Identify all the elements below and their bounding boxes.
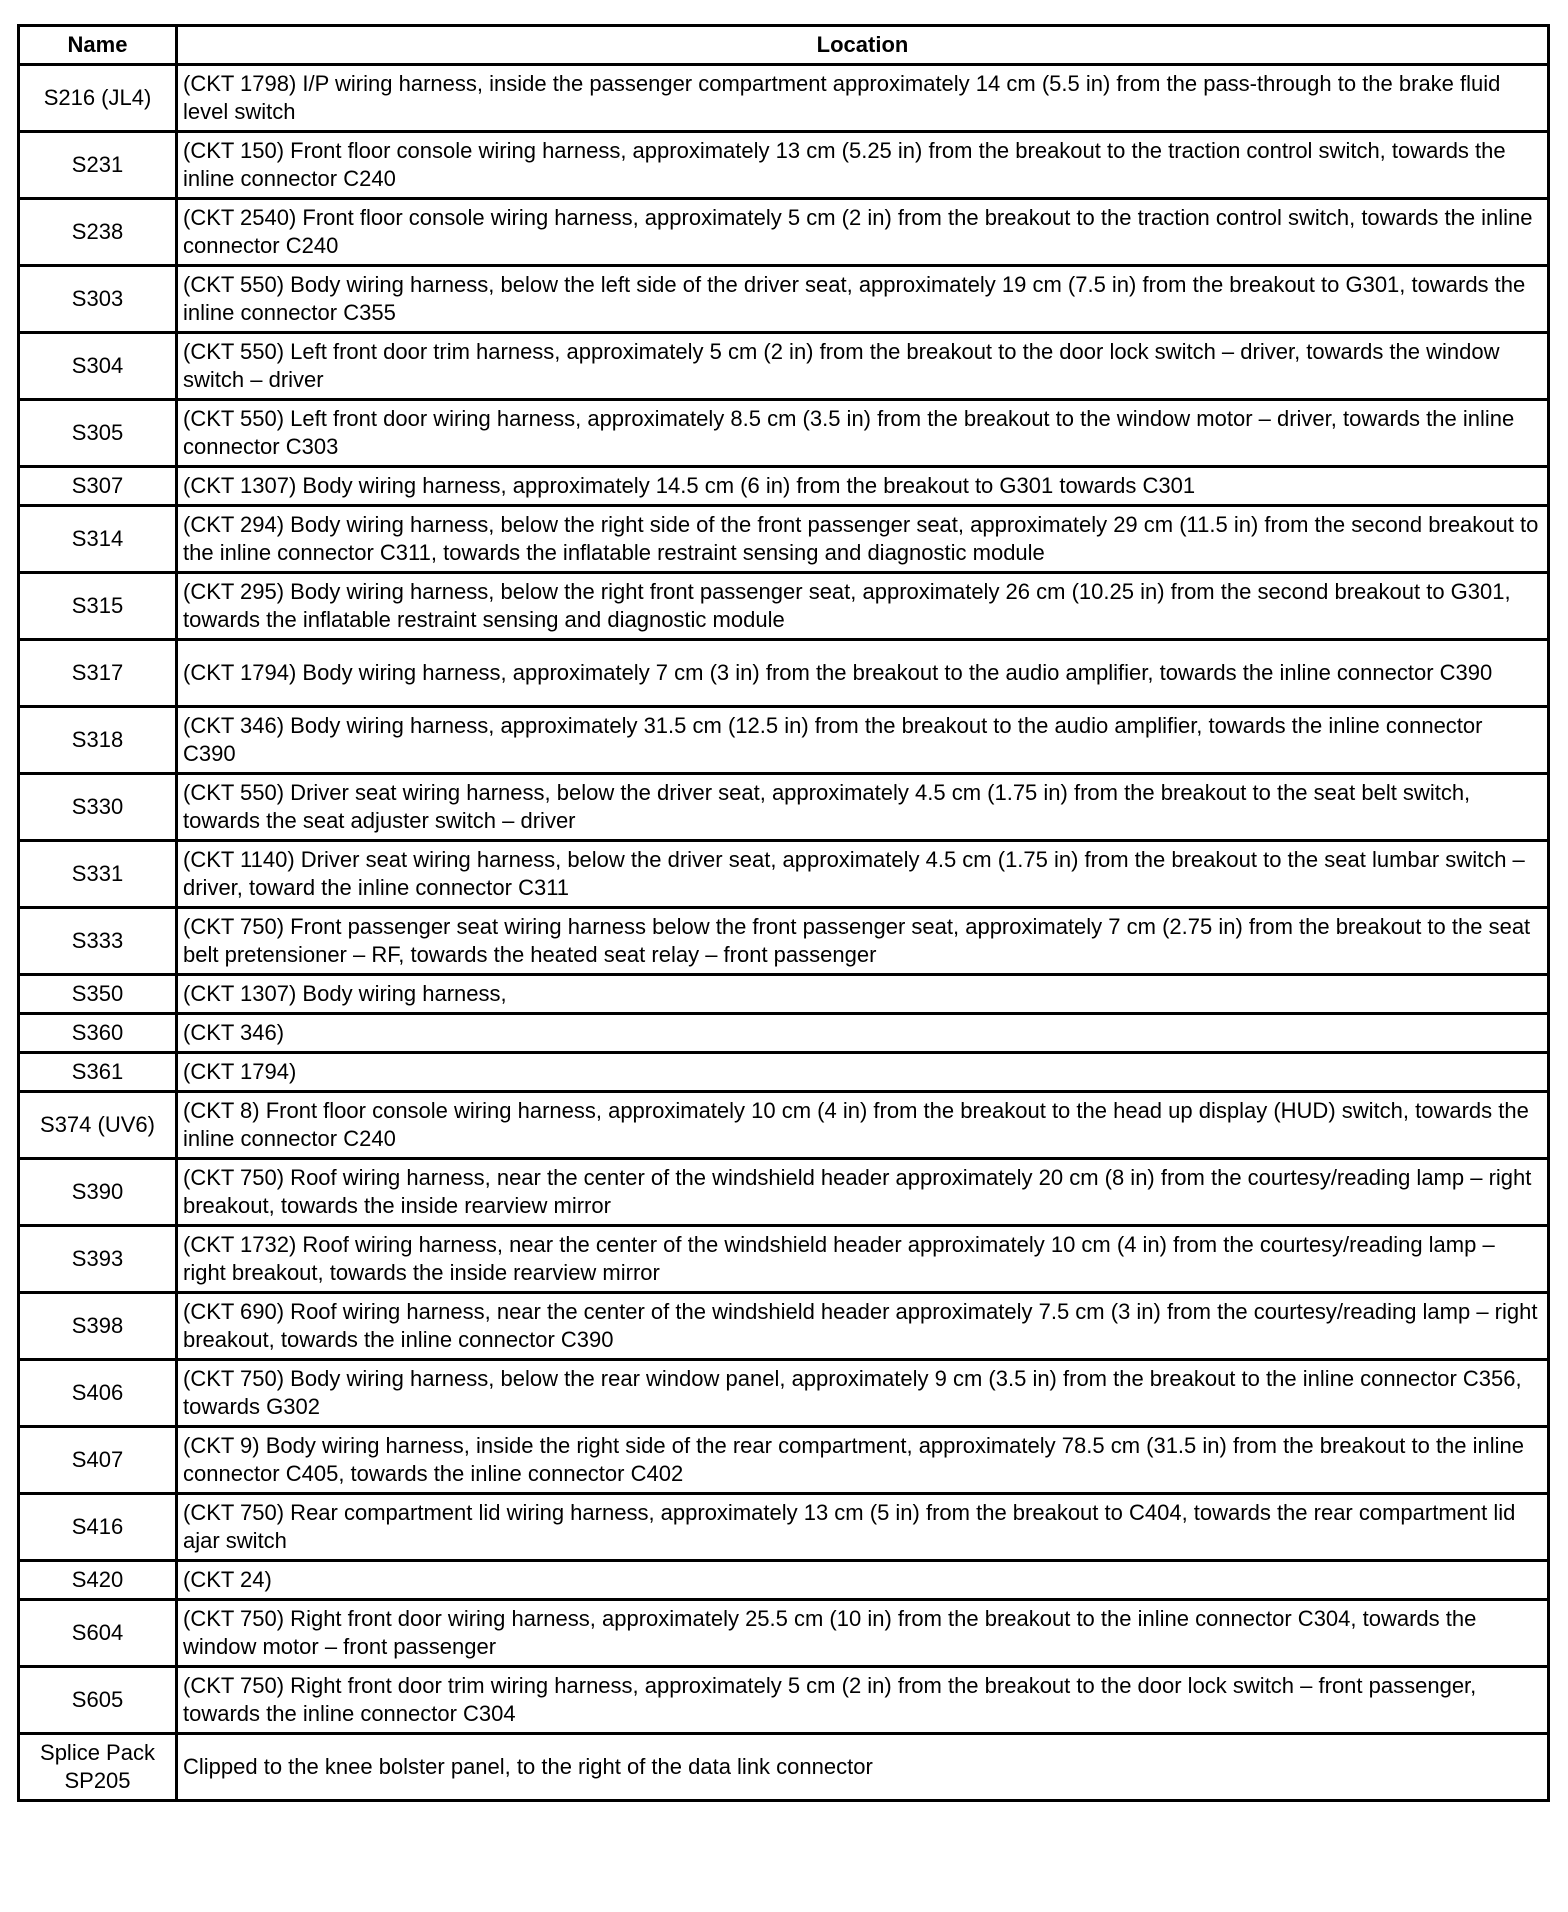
table-row	[19, 132, 1549, 199]
splice-name-cell: S317	[19, 640, 177, 707]
table-row	[19, 1600, 1549, 1667]
splice-location-cell: (CKT 550) Left front door trim harness, approximately 5 cm (2 in) from the breakout to the door lock switch – driver, towards the window switch – driver	[177, 333, 1549, 400]
table-row	[19, 1053, 1549, 1092]
splice-name-cell: S315	[19, 573, 177, 640]
table-row	[19, 1014, 1549, 1053]
splice-location-cell: (CKT 1307) Body wiring harness, approximately 14.5 cm (6 in) from the breakout to G301 towards C301	[177, 467, 1549, 506]
splice-location-cell: (CKT 346)	[177, 1014, 1549, 1053]
table-row	[19, 1293, 1549, 1360]
splice-location-table	[17, 24, 1550, 1802]
splice-location-cell: (CKT 750) Rear compartment lid wiring harness, approximately 13 cm (5 in) from the breakout to C404, towards the rear compartment lid ajar switch	[177, 1494, 1549, 1561]
table-row	[19, 199, 1549, 266]
splice-name-cell: S333	[19, 908, 177, 975]
splice-name-cell: S398	[19, 1293, 177, 1360]
splice-location-cell: (CKT 550) Body wiring harness, below the left side of the driver seat, approximately 19 cm (7.5 in) from the breakout to G301, towards the inline connector C355	[177, 266, 1549, 333]
table-row	[19, 1734, 1549, 1801]
table-row	[19, 640, 1549, 707]
splice-location-cell: (CKT 24)	[177, 1561, 1549, 1600]
table-row	[19, 707, 1549, 774]
table-row	[19, 774, 1549, 841]
table-row	[19, 506, 1549, 573]
splice-location-cell: (CKT 9) Body wiring harness, inside the right side of the rear compartment, approximately 78.5 cm (31.5 in) from the breakout to the inline connector C405, towards the inline connector C402	[177, 1427, 1549, 1494]
splice-name-cell: S604	[19, 1600, 177, 1667]
table-row	[19, 1226, 1549, 1293]
splice-location-cell: (CKT 1798) I/P wiring harness, inside the passenger compartment approximately 14 cm (5.5 in) from the pass-through to the brake fluid level switch	[177, 65, 1549, 132]
splice-name-cell: S238	[19, 199, 177, 266]
splice-location-cell: (CKT 150) Front floor console wiring harness, approximately 13 cm (5.25 in) from the breakout to the traction control switch, towards the inline connector C240	[177, 132, 1549, 199]
splice-location-cell: (CKT 690) Roof wiring harness, near the center of the windshield header approximately 7.5 cm (3 in) from the courtesy/reading lamp – right breakout, towards the inline connector C390	[177, 1293, 1549, 1360]
splice-location-cell: (CKT 1307) Body wiring harness,	[177, 975, 1549, 1014]
splice-name-cell: S330	[19, 774, 177, 841]
table-header-row	[19, 26, 1549, 65]
splice-location-cell: (CKT 294) Body wiring harness, below the right side of the front passenger seat, approximately 29 cm (11.5 in) from the second breakout to the inline connector C311, towards the inflatable restraint sensing and diagnostic module	[177, 506, 1549, 573]
splice-name-cell: S406	[19, 1360, 177, 1427]
table-row	[19, 1494, 1549, 1561]
splice-location-cell: (CKT 750) Roof wiring harness, near the center of the windshield header approximately 20 cm (8 in) from the courtesy/reading lamp – right breakout, towards the inside rearview mirror	[177, 1159, 1549, 1226]
table-row	[19, 573, 1549, 640]
table-row	[19, 1092, 1549, 1159]
splice-location-cell: (CKT 1794) Body wiring harness, approximately 7 cm (3 in) from the breakout to the audio amplifier, towards the inline connector C390	[177, 640, 1549, 707]
table-row	[19, 467, 1549, 506]
column-header-location: Location	[177, 26, 1549, 65]
splice-location-cell: (CKT 750) Right front door wiring harness, approximately 25.5 cm (10 in) from the breakout to the inline connector C304, towards the window motor – front passenger	[177, 1600, 1549, 1667]
splice-name-cell: S374 (UV6)	[19, 1092, 177, 1159]
splice-name-cell: S331	[19, 841, 177, 908]
table-body	[19, 65, 1549, 1801]
table-row	[19, 65, 1549, 132]
splice-name-cell: Splice Pack SP205	[19, 1734, 177, 1801]
document-page	[17, 24, 1547, 1802]
splice-name-cell: S303	[19, 266, 177, 333]
splice-location-cell: (CKT 8) Front floor console wiring harness, approximately 10 cm (4 in) from the breakout to the head up display (HUD) switch, towards the inline connector C240	[177, 1092, 1549, 1159]
table-row	[19, 1360, 1549, 1427]
splice-location-cell: (CKT 750) Body wiring harness, below the rear window panel, approximately 9 cm (3.5 in) from the breakout to the inline connector C356, towards G302	[177, 1360, 1549, 1427]
table-row	[19, 333, 1549, 400]
splice-name-cell: S605	[19, 1667, 177, 1734]
splice-name-cell: S231	[19, 132, 177, 199]
table-row	[19, 1159, 1549, 1226]
splice-name-cell: S318	[19, 707, 177, 774]
splice-name-cell: S407	[19, 1427, 177, 1494]
splice-location-cell: (CKT 1794)	[177, 1053, 1549, 1092]
splice-name-cell: S416	[19, 1494, 177, 1561]
column-header-name: Name	[19, 26, 177, 65]
splice-location-cell: Clipped to the knee bolster panel, to the right of the data link connector	[177, 1734, 1549, 1801]
splice-name-cell: S360	[19, 1014, 177, 1053]
table-row	[19, 266, 1549, 333]
table-row	[19, 841, 1549, 908]
splice-name-cell: S216 (JL4)	[19, 65, 177, 132]
splice-location-cell: (CKT 1140) Driver seat wiring harness, below the driver seat, approximately 4.5 cm (1.75 in) from the breakout to the seat lumbar switch – driver, toward the inline connector C311	[177, 841, 1549, 908]
splice-name-cell: S314	[19, 506, 177, 573]
table-row	[19, 908, 1549, 975]
table-row	[19, 975, 1549, 1014]
table-row	[19, 400, 1549, 467]
splice-name-cell: S420	[19, 1561, 177, 1600]
splice-location-cell: (CKT 750) Right front door trim wiring harness, approximately 5 cm (2 in) from the breakout to the door lock switch – front passenger, towards the inline connector C304	[177, 1667, 1549, 1734]
splice-name-cell: S390	[19, 1159, 177, 1226]
splice-location-cell: (CKT 750) Front passenger seat wiring harness below the front passenger seat, approximately 7 cm (2.75 in) from the breakout to the seat belt pretensioner – RF, towards the heated seat relay – front passenger	[177, 908, 1549, 975]
splice-name-cell: S393	[19, 1226, 177, 1293]
splice-name-cell: S305	[19, 400, 177, 467]
splice-location-cell: (CKT 295) Body wiring harness, below the right front passenger seat, approximately 26 cm (10.25 in) from the second breakout to G301, towards the inflatable restraint sensing and diagnostic module	[177, 573, 1549, 640]
splice-name-cell: S350	[19, 975, 177, 1014]
table-row	[19, 1561, 1549, 1600]
splice-name-cell: S361	[19, 1053, 177, 1092]
splice-location-cell: (CKT 550) Left front door wiring harness, approximately 8.5 cm (3.5 in) from the breakout to the window motor – driver, towards the inline connector C303	[177, 400, 1549, 467]
splice-location-cell: (CKT 346) Body wiring harness, approximately 31.5 cm (12.5 in) from the breakout to the audio amplifier, towards the inline connector C390	[177, 707, 1549, 774]
splice-location-cell: (CKT 2540) Front floor console wiring harness, approximately 5 cm (2 in) from the breakout to the traction control switch, towards the inline connector C240	[177, 199, 1549, 266]
splice-location-cell: (CKT 550) Driver seat wiring harness, below the driver seat, approximately 4.5 cm (1.75 in) from the breakout to the seat belt switch, towards the seat adjuster switch – driver	[177, 774, 1549, 841]
table-row	[19, 1667, 1549, 1734]
table-row	[19, 1427, 1549, 1494]
splice-location-cell: (CKT 1732) Roof wiring harness, near the center of the windshield header approximately 10 cm (4 in) from the courtesy/reading lamp – right breakout, towards the inside rearview mirror	[177, 1226, 1549, 1293]
splice-name-cell: S307	[19, 467, 177, 506]
splice-name-cell: S304	[19, 333, 177, 400]
